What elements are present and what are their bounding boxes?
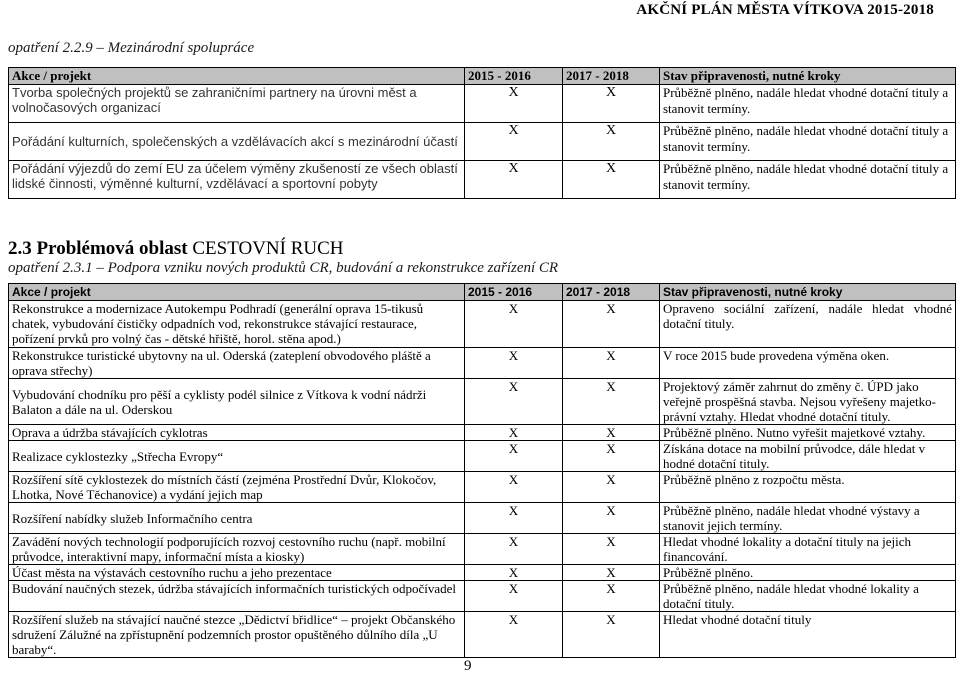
table-row: [9, 161, 956, 199]
table-header-row: [9, 284, 956, 301]
table-international-cooperation: [8, 67, 956, 199]
action-cell: Vybudování chodníku pro pěší a cyklisty podél silnice z Vítkova k vodní nádrži Balaton a dále na ul. Oderskou: [9, 379, 465, 425]
period-2-cell: X: [563, 534, 660, 565]
col-header-period-1: 2015 - 2016: [465, 68, 563, 85]
period-1-cell: X: [465, 441, 563, 472]
table-row: [9, 379, 956, 425]
col-header-action: Akce / projekt: [9, 68, 465, 85]
status-cell: Průběžně plněno, nadále hledat vhodné lokality a dotační tituly.: [660, 581, 956, 612]
period-2-cell: X: [563, 565, 660, 581]
table-row: [9, 612, 956, 658]
period-2-cell: X: [563, 472, 660, 503]
col-header-status: Stav připravenosti, nutné kroky: [660, 68, 956, 85]
table-row: [9, 441, 956, 472]
period-1-cell: X: [465, 612, 563, 658]
period-1-cell: X: [465, 425, 563, 441]
table-tourism-products: [8, 283, 956, 658]
table-row: [9, 123, 956, 161]
period-1-cell: X: [465, 565, 563, 581]
period-1-cell: X: [465, 161, 563, 199]
action-cell: Účast města na výstavách cestovního ruchu a jeho prezentace: [9, 565, 465, 581]
status-cell: Opraveno sociální zařízení, nadále hledat vhodné dotační tituly.: [660, 301, 956, 348]
status-cell: Průběžně plněno, nadále hledat vhodné dotační tituly a stanovit termíny.: [660, 85, 956, 123]
action-cell: Tvorba společných projektů se zahraničními partnery na úrovni měst a volnočasových organizací: [9, 85, 465, 123]
period-2-cell: X: [563, 379, 660, 425]
action-cell: Budování naučných stezek, údržba stávajících informačních turistických odpočívadel: [9, 581, 465, 612]
action-cell: Rozšíření služeb na stávající naučné stezce „Dědictví břidlice“ – projekt Občanského sdružení Zálužné na zpřístupnění podzemních prostor opuštěného důlního díla „U baraby“.: [9, 612, 465, 658]
status-cell: Hledat vhodné lokality a dotační tituly na jejich financování.: [660, 534, 956, 565]
page-number: 9: [464, 658, 472, 674]
col-header-status: Stav připravenosti, nutné kroky: [660, 284, 956, 301]
action-cell: Rozšíření sítě cyklostezek do místních částí (zejména Prostřední Dvůr, Klokočov, Lhotka, Nové Těchanovice) a vydání jejich map: [9, 472, 465, 503]
section-number: 2.3 Problémová oblast: [8, 238, 188, 259]
col-header-period-1: 2015 - 2016: [465, 284, 563, 301]
measure-prefix: opatření: [8, 40, 63, 56]
table-row: [9, 503, 956, 534]
table-row: [9, 425, 956, 441]
action-cell: Oprava a údržba stávajících cyklotras: [9, 425, 465, 441]
table-row: [9, 534, 956, 565]
action-cell: Rekonstrukce turistické ubytovny na ul. Oderská (zateplení obvodového pláště a oprava střechy): [9, 348, 465, 379]
period-1-cell: X: [465, 503, 563, 534]
period-1-cell: X: [465, 472, 563, 503]
period-2-cell: X: [563, 123, 660, 161]
table-row: [9, 581, 956, 612]
period-1-cell: X: [465, 123, 563, 161]
period-2-cell: X: [563, 581, 660, 612]
status-cell: Projektový záměr zahrnut do změny č. ÚPD jako veřejně prospěšná stavba. Nejsou vyřešeny majetko-právní vztahy. Hledat vhodné dotační tituly.: [660, 379, 956, 425]
period-2-cell: X: [563, 425, 660, 441]
period-2-cell: X: [563, 161, 660, 199]
measure-name: 2.3.1 – Podpora vzniku nových produktů CR, budování a rekonstrukce zařízení CR: [62, 260, 559, 276]
measure-2-2-9-title: [8, 40, 254, 57]
action-cell: Zavádění nových technologií podporujících rozvoj cestovního ruchu (např. mobilní průvodce, interaktivní mapy, informační místa a kiosky): [9, 534, 465, 565]
action-cell: Pořádání kulturních, společenských a vzdělávacích akcí s mezinárodní účastí: [9, 123, 465, 161]
table-row: [9, 565, 956, 581]
period-1-cell: X: [465, 301, 563, 348]
status-cell: Průběžně plněno.: [660, 565, 956, 581]
measure-name: 2.2.9 – Mezinárodní spolupráce: [62, 40, 255, 56]
status-cell: Průběžně plněno. Nutno vyřešit majetkové vztahy.: [660, 425, 956, 441]
table-row: [9, 472, 956, 503]
table-row: [9, 301, 956, 348]
period-1-cell: X: [465, 85, 563, 123]
action-cell: Pořádání výjezdů do zemí EU za účelem výměny zkušeností ze všech oblastí lidské činnosti, výměnné kulturní, vzdělávací a sportovní pobyty: [9, 161, 465, 199]
table-row: [9, 348, 956, 379]
status-cell: V roce 2015 bude provedena výměna oken.: [660, 348, 956, 379]
table-header-row: [9, 68, 956, 85]
period-2-cell: X: [563, 441, 660, 472]
period-1-cell: X: [465, 379, 563, 425]
period-2-cell: X: [563, 348, 660, 379]
period-2-cell: X: [563, 503, 660, 534]
document-header-title: AKČNÍ PLÁN MĚSTA VÍTKOVA 2015-2018: [636, 2, 934, 18]
table-row: [9, 85, 956, 123]
action-cell: Rekonstrukce a modernizace Autokempu Podhradí (generální oprava 15-tikusů chatek, vybudování čističky odpadních vod, rekonstrukce stávající restaurace, pořízení prvků pro volný čas - dětské hřiště, horol. stěna apod.): [9, 301, 465, 348]
status-cell: Získána dotace na mobilní průvodce, dále hledat v hodné dotační tituly.: [660, 441, 956, 472]
period-2-cell: X: [563, 612, 660, 658]
status-cell: Průběžně plněno z rozpočtu města.: [660, 472, 956, 503]
status-cell: Hledat vhodné dotační tituly: [660, 612, 956, 658]
measure-2-3-1-title: [8, 260, 558, 277]
status-cell: Průběžně plněno, nadále hledat vhodné dotační tituly a stanovit termíny.: [660, 123, 956, 161]
status-cell: Průběžně plněno, nadále hledat vhodné dotační tituly a stanovit termíny.: [660, 161, 956, 199]
section-name: CESTOVNÍ RUCH: [192, 238, 344, 259]
period-1-cell: X: [465, 348, 563, 379]
status-cell: Průběžně plněno, nadále hledat vhodné výstavy a stanovit jejich termíny.: [660, 503, 956, 534]
period-2-cell: X: [563, 301, 660, 348]
measure-prefix: opatření: [8, 260, 63, 276]
period-1-cell: X: [465, 581, 563, 612]
period-1-cell: X: [465, 534, 563, 565]
col-header-action: Akce / projekt: [9, 284, 465, 301]
section-heading: [8, 238, 344, 260]
action-cell: Rozšíření nabídky služeb Informačního centra: [9, 503, 465, 534]
col-header-period-2: 2017 - 2018: [563, 284, 660, 301]
action-cell: Realizace cyklostezky „Střecha Evropy“: [9, 441, 465, 472]
period-2-cell: X: [563, 85, 660, 123]
col-header-period-2: 2017 - 2018: [563, 68, 660, 85]
